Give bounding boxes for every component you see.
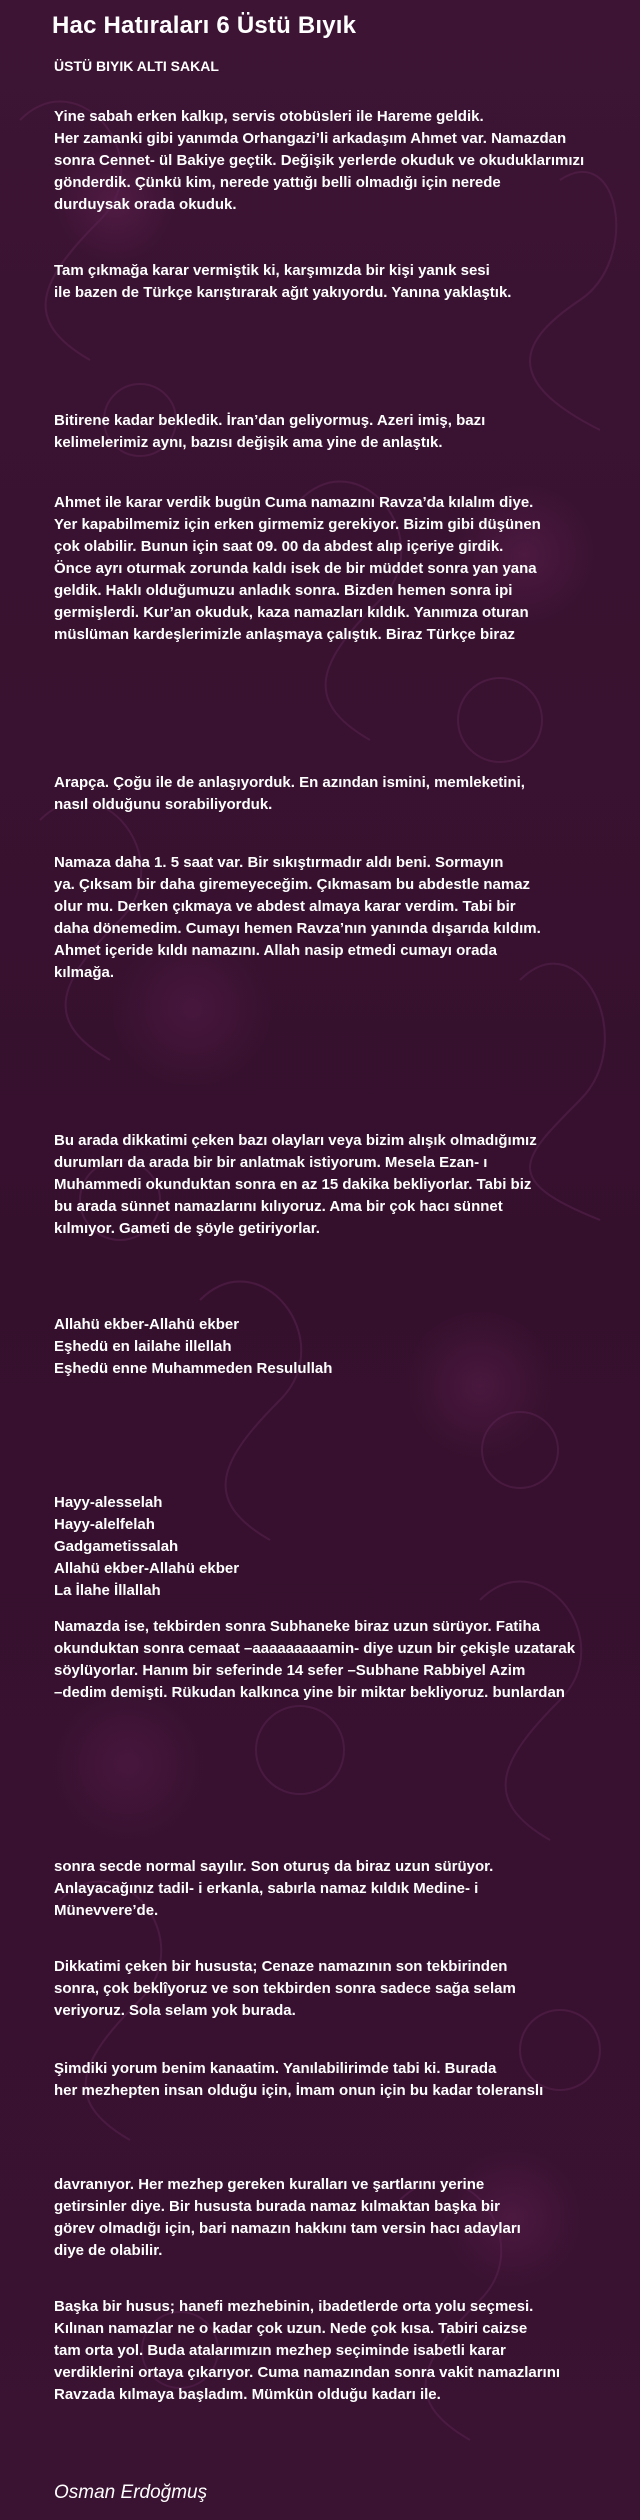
paragraph-8: Allahü ekber-Allahü ekber Eşhedü en lailahe illellah Eşhedü enne Muhammeden Resulullah xyxy=(54,1316,333,1377)
paragraph-3: Bitirene kadar bekledik. İran’dan geliyormuş. Azeri imiş, bazı kelimelerimiz aynı, bazısı değişik ama yine de anlaştık. xyxy=(54,412,486,451)
paragraph-11: sonra secde normal sayılır. Son oturuş da biraz uzun sürüyor. Anlayacağınız tadil- i erkanla, sabırla namaz kıldık Medine- i Münevvere’de. xyxy=(54,1858,494,1919)
paragraph-5: Arapça. Çoğu ile de anlaşıyorduk. En azından ismini, memleketini, nasıl olduğunu sorabiliyorduk. xyxy=(54,774,525,813)
paragraph-1: Yine sabah erken kalkıp, servis otobüsleri ile Hareme geldik. Her zamanki gibi yanımda Orhangazi’li arkadaşım Ahmet var. Namazdan sonra Cennet- ül Bakiye geçtik. Değişik yerlerde okuduk ve okuduklarımızı gönderdik. Çünkü kim, nerede yattığı belli olmadığı için nerede durduysak orada okuduk. xyxy=(54,108,585,213)
paragraph-6: Namaza daha 1. 5 saat var. Bir sıkıştırmadır aldı beni. Sormayın ya. Çıksam bir daha giremeyeceğim. Çıkmasam bu abdestle namaz olur mu. Derken çıkmaya ve abdest almaya karar verdim. Tabi bir daha dönemedim. Cumayı hemen Ravza’nın yanında dışarıda kıldım. Ahmet içeride kıldı namazını. Allah nasip etmedi cumayı orada kılmağa. xyxy=(54,854,541,981)
paragraph-15: Başka bir husus; hanefi mezhebinin, ibadetlerde orta yolu seçmesi. Kılınan namazlar ne o kadar çok uzun. Nede çok kısa. Tabiri caizse tam orta yol. Buda atalarımızın mezhep seçiminde isabetli karar verdiklerini ortaya çıkarıyor. Cuma namazından sonra vakit namazlarını Ravzada kılmaya başladım. Mümkün olduğu kadarı ile. xyxy=(54,2298,561,2403)
paragraph-9: Hayy-alesselah Hayy-alelfelah Gadgametissalah Allahü ekber-Allahü ekber La İlahe İllallah xyxy=(54,1494,240,1599)
paragraph-13: Şimdiki yorum benim kanaatim. Yanılabilirimde tabi ki. Burada her mezhepten insan olduğu için, İmam onun için bu kadar toleranslı xyxy=(54,2060,544,2099)
author-link[interactable]: Osman Erdoğmuş xyxy=(54,2482,208,2503)
poem-subtitle: ÜSTÜ BIYIK ALTI SAKAL xyxy=(54,58,219,74)
paragraph-4: Ahmet ile karar verdik bugün Cuma namazını Ravza’da kılalım diye. Yer kapabilmemiz için erken girmemiz gerekiyor. Bizim gibi düşünen çok olabilir. Bunun için saat 09. 00 da abdest alıp içeriye girdik. Önce ayrı oturmak zorunda kaldı isek de bir müddet sonra yan yana geldik. Haklı olduğumuzu anladık sonra. Bizden hemen sonra ipi germişlerdi. Kur’an okuduk, kaza namazları kıldık. Yanımıza oturan müslüman kardeşlerimizle anlaşmaya çalıştık. Biraz Türkçe biraz xyxy=(54,494,541,643)
paragraph-14: davranıyor. Her mezhep gereken kuralları ve şartlarını yerine getirsinler diye. Bir hususta burada namaz kılmaktan başka bir görev olmadığı için, bari namazın hakkını tam versin hacı adayları diye de olabilir. xyxy=(54,2176,521,2259)
poem-title: Hac Hatıraları 6 Üstü Bıyık xyxy=(52,12,357,39)
paragraph-2: Tam çıkmağa karar vermiştik ki, karşımızda bir kişi yanık sesi ile bazen de Türkçe karıştırarak ağıt yakıyordu. Yanına yaklaştık. xyxy=(54,262,512,301)
paragraph-12: Dikkatimi çeken bir hususta; Cenaze namazının son tekbirinden sonra, çok beklîyoruz ve son tekbirden sonra sadece sağa selam veriyoruz. Sola selam yok burada. xyxy=(54,1958,516,2019)
paragraph-7: Bu arada dikkatimi çeken bazı olayları veya bizim alışık olmadığımız durumları da arada bir bir anlatmak istiyorum. Mesela Ezan- ı Muhammedi okunduktan sonra en az 15 dakika bekliyorlar. Tabi biz bu arada sünnet namazlarını kılıyoruz. Ama bir çok hacı sünnet kılmıyor. Gameti de şöyle getiriyorlar. xyxy=(54,1132,537,1237)
paragraph-10: Namazda ise, tekbirden sonra Subhaneke biraz uzun sürüyor. Fatiha okunduktan sonra cemaat –aaaaaaaaamin- diye uzun bir çekişle uzatarak söylüyorlar. Hanım bir seferinde 14 sefer –Subhane Rabbiyel Azim –dedim demişti. Rükudan kalkınca yine bir miktar bekliyoruz. bunlardan xyxy=(54,1618,576,1701)
